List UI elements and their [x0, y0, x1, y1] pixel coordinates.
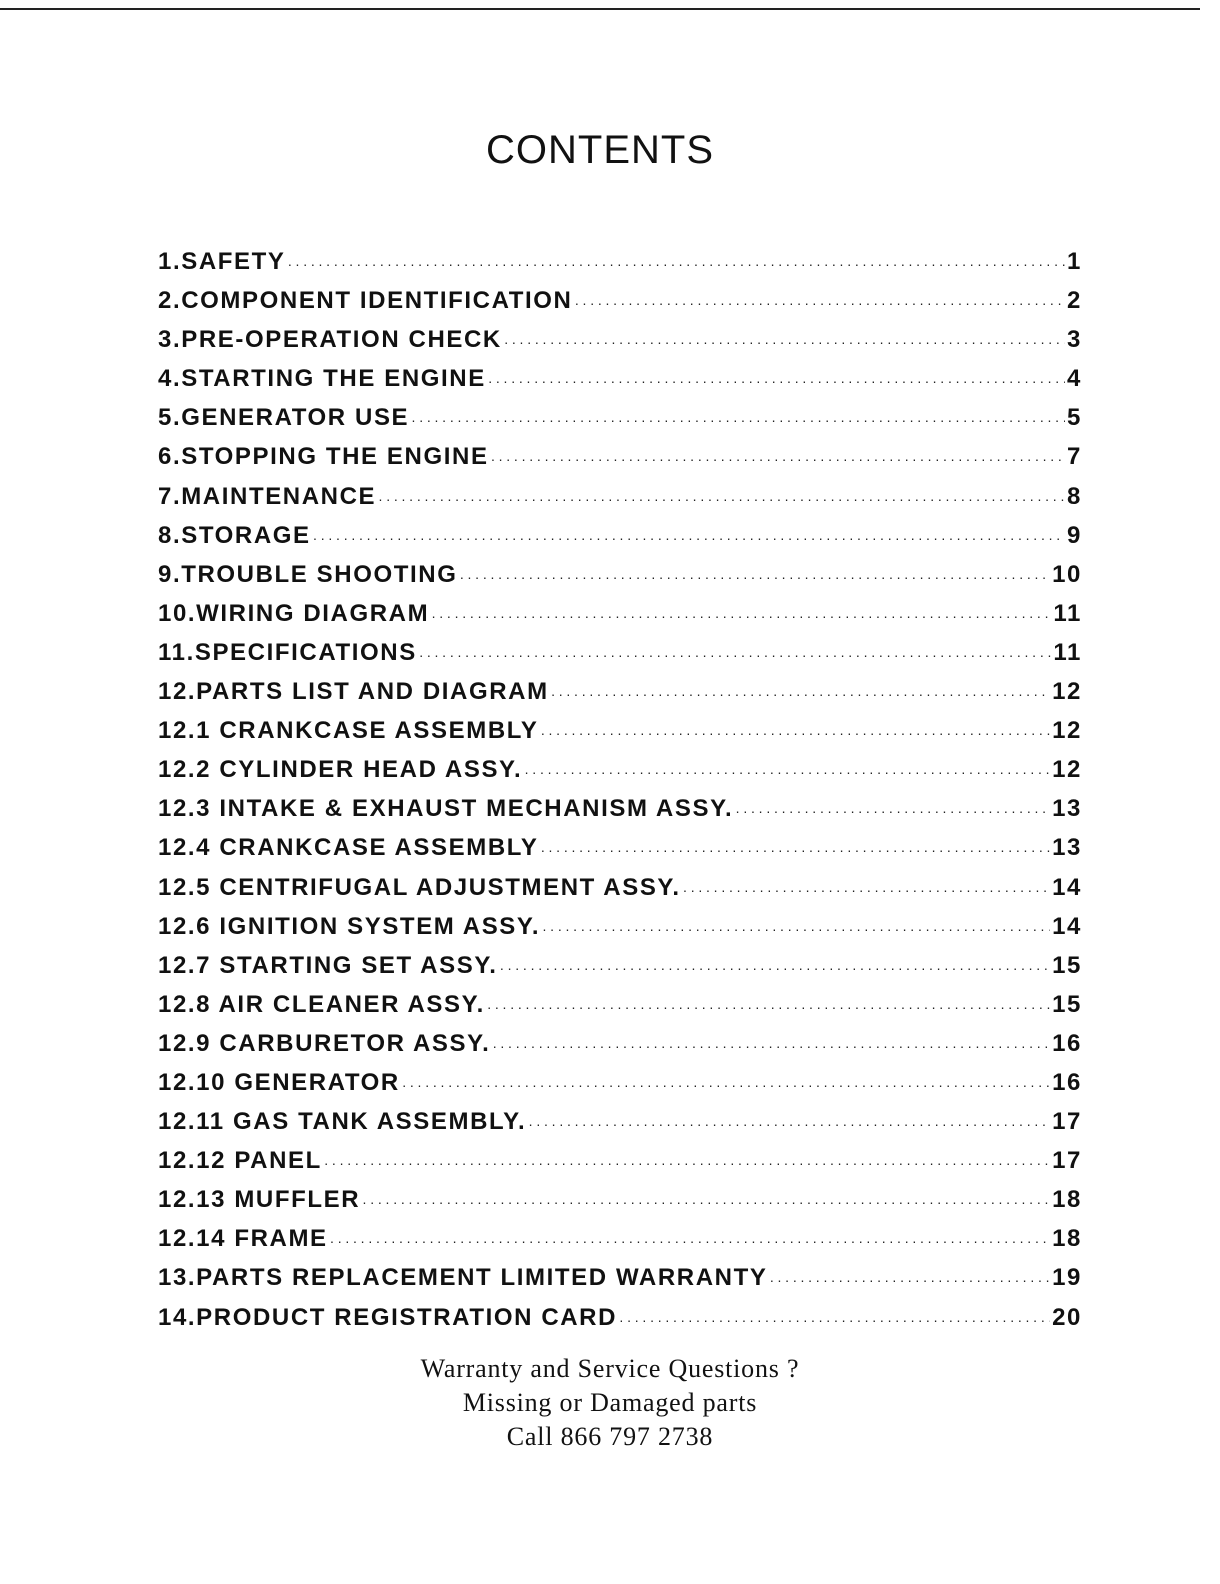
- toc-entry-title: 1.SAFETY: [158, 248, 286, 275]
- toc-entry-page-number: 19: [1052, 1264, 1082, 1292]
- toc-entry: [158, 561, 1082, 600]
- support-note-line-parts: Missing or Damaged parts: [462, 1388, 758, 1417]
- toc-entry: [158, 1264, 1082, 1303]
- toc-entry-title: 12.14 FRAME: [158, 1225, 328, 1253]
- toc-entry: [158, 326, 1082, 365]
- dot-leader: [619, 1312, 1050, 1328]
- toc-entry: [158, 874, 1082, 913]
- toc-entry-page-number: 17: [1052, 1108, 1082, 1136]
- toc-entry-page-number: 4: [1067, 365, 1082, 393]
- toc-entry-title: 3.PRE-OPERATION CHECK: [158, 326, 502, 354]
- toc-entry-page-number: 15: [1052, 951, 1082, 979]
- toc-entry-title: 9.TROUBLE SHOOTING: [158, 560, 458, 588]
- toc-entry-page-number: 18: [1052, 1186, 1082, 1214]
- dot-leader: [500, 960, 1051, 976]
- toc-entry-title: 5.GENERATOR USE: [158, 404, 410, 432]
- toc-entry: [158, 1304, 1082, 1343]
- toc-entry-page-number: 8: [1067, 482, 1082, 510]
- toc-entry-title: 12.5 CENTRIFUGAL ADJUSTMENT ASSY.: [158, 873, 681, 901]
- dot-leader: [324, 1155, 1050, 1171]
- dot-leader: [683, 882, 1050, 898]
- dot-leader: [402, 1077, 1050, 1093]
- dot-leader: [419, 647, 1052, 663]
- toc-entry: [158, 913, 1082, 952]
- toc-entry-page-number: 12: [1052, 678, 1082, 706]
- toc-entry-page-number: 15: [1052, 990, 1082, 1018]
- toc-entry-page-number: 1: [1067, 248, 1082, 275]
- toc-entry-title: 12.11 GAS TANK ASSEMBLY.: [158, 1108, 527, 1136]
- dot-leader: [431, 608, 1051, 624]
- dot-leader: [735, 803, 1050, 819]
- toc-entry: [158, 365, 1082, 404]
- toc-entry-title: 11.SPECIFICATIONS: [158, 638, 417, 666]
- toc-entry-title: 14.PRODUCT REGISTRATION CARD: [158, 1303, 618, 1331]
- toc-entry-page-number: 5: [1067, 404, 1082, 432]
- toc-entry-title: 12.10 GENERATOR: [158, 1068, 400, 1096]
- table-of-contents: [158, 248, 1082, 1343]
- toc-entry-page-number: 3: [1067, 326, 1082, 354]
- toc-entry: [158, 952, 1082, 991]
- toc-entry: [158, 1147, 1082, 1186]
- dot-leader: [769, 1272, 1050, 1288]
- toc-entry: [158, 678, 1082, 717]
- toc-entry-title: 12.8 AIR CLEANER ASSY.: [158, 990, 485, 1018]
- toc-entry-title: 12.PARTS LIST AND DIAGRAM: [158, 678, 549, 706]
- toc-entry: [158, 1069, 1082, 1108]
- support-note: [0, 1352, 1220, 1454]
- toc-entry-page-number: 2: [1067, 287, 1082, 315]
- dot-leader: [288, 256, 1066, 272]
- dot-leader: [362, 1194, 1050, 1210]
- support-note-line-phone: Call 866 797 2738: [506, 1422, 714, 1451]
- dot-leader: [575, 295, 1066, 311]
- toc-entry-title: 12.1 CRANKCASE ASSEMBLY: [158, 717, 539, 745]
- toc-entry-title: 6.STOPPING THE ENGINE: [158, 443, 489, 471]
- toc-entry-page-number: 9: [1067, 521, 1082, 549]
- toc-entry: [158, 639, 1082, 678]
- toc-entry-page-number: 13: [1052, 795, 1082, 823]
- toc-entry: [158, 248, 1082, 287]
- toc-entry-title: 12.2 CYLINDER HEAD ASSY.: [158, 756, 523, 784]
- toc-entry: [158, 834, 1082, 873]
- toc-entry: [158, 756, 1082, 795]
- dot-leader: [551, 686, 1050, 702]
- toc-entry: [158, 522, 1082, 561]
- dot-leader: [411, 412, 1065, 428]
- toc-entry-page-number: 14: [1052, 912, 1082, 940]
- toc-entry: [158, 795, 1082, 834]
- toc-entry-page-number: 14: [1052, 873, 1082, 901]
- toc-entry: [158, 717, 1082, 756]
- dot-leader: [487, 999, 1050, 1015]
- toc-entry-page-number: 7: [1067, 443, 1082, 471]
- toc-entry-page-number: 10: [1052, 560, 1082, 588]
- toc-entry-page-number: 11: [1053, 638, 1082, 666]
- toc-entry: [158, 1108, 1082, 1147]
- dot-leader: [540, 842, 1050, 858]
- toc-entry-title: 4.STARTING THE ENGINE: [158, 365, 486, 393]
- toc-entry-page-number: 12: [1052, 756, 1082, 784]
- dot-leader: [524, 764, 1050, 780]
- toc-entry-title: 8.STORAGE: [158, 521, 311, 549]
- toc-entry-title: 12.7 STARTING SET ASSY.: [158, 951, 498, 979]
- toc-entry-title: 13.PARTS REPLACEMENT LIMITED WARRANTY: [158, 1264, 768, 1292]
- toc-entry-title: 12.13 MUFFLER: [158, 1186, 361, 1214]
- toc-entry: [158, 1225, 1082, 1264]
- toc-entry-title: 12.6 IGNITION SYSTEM ASSY.: [158, 912, 541, 940]
- toc-entry-title: 2.COMPONENT IDENTIFICATION: [158, 287, 573, 315]
- toc-entry-page-number: 17: [1052, 1147, 1082, 1175]
- toc-entry-page-number: 16: [1052, 1068, 1082, 1096]
- dot-leader: [330, 1233, 1050, 1249]
- toc-entry-title: 12.3 INTAKE & EXHAUST MECHANISM ASSY.: [158, 795, 734, 823]
- toc-entry-page-number: 16: [1052, 1029, 1082, 1057]
- toc-entry: [158, 287, 1082, 326]
- toc-entry: [158, 1186, 1082, 1225]
- support-note-line-warranty: Warranty and Service Questions ?: [420, 1354, 800, 1383]
- toc-entry-title: 7.MAINTENANCE: [158, 482, 377, 510]
- toc-entry-page-number: 12: [1052, 717, 1082, 745]
- toc-entry-page-number: 11: [1053, 599, 1082, 627]
- dot-leader: [542, 921, 1050, 937]
- toc-entry-title: 10.WIRING DIAGRAM: [158, 599, 430, 627]
- dot-leader: [504, 334, 1065, 350]
- toc-entry-page-number: 18: [1052, 1225, 1082, 1253]
- dot-leader: [540, 725, 1050, 741]
- dot-leader: [528, 1116, 1050, 1132]
- top-rule: [0, 8, 1200, 10]
- toc-entry: [158, 600, 1082, 639]
- toc-entry: [158, 404, 1082, 443]
- dot-leader: [491, 451, 1065, 467]
- dot-leader: [488, 373, 1065, 389]
- toc-entry: [158, 991, 1082, 1030]
- toc-entry: [158, 443, 1082, 482]
- toc-entry: [158, 483, 1082, 522]
- toc-entry-title: 12.9 CARBURETOR ASSY.: [158, 1029, 491, 1057]
- toc-entry-title: 12.12 PANEL: [158, 1147, 322, 1175]
- dot-leader: [459, 569, 1050, 585]
- toc-entry-page-number: 13: [1052, 834, 1082, 862]
- dot-leader: [492, 1038, 1050, 1054]
- dot-leader: [313, 530, 1065, 546]
- toc-entry: [158, 1030, 1082, 1069]
- page-title: CONTENTS: [486, 128, 714, 172]
- toc-entry-page-number: 20: [1052, 1303, 1082, 1331]
- dot-leader: [378, 491, 1065, 507]
- toc-entry-title: 12.4 CRANKCASE ASSEMBLY: [158, 834, 539, 862]
